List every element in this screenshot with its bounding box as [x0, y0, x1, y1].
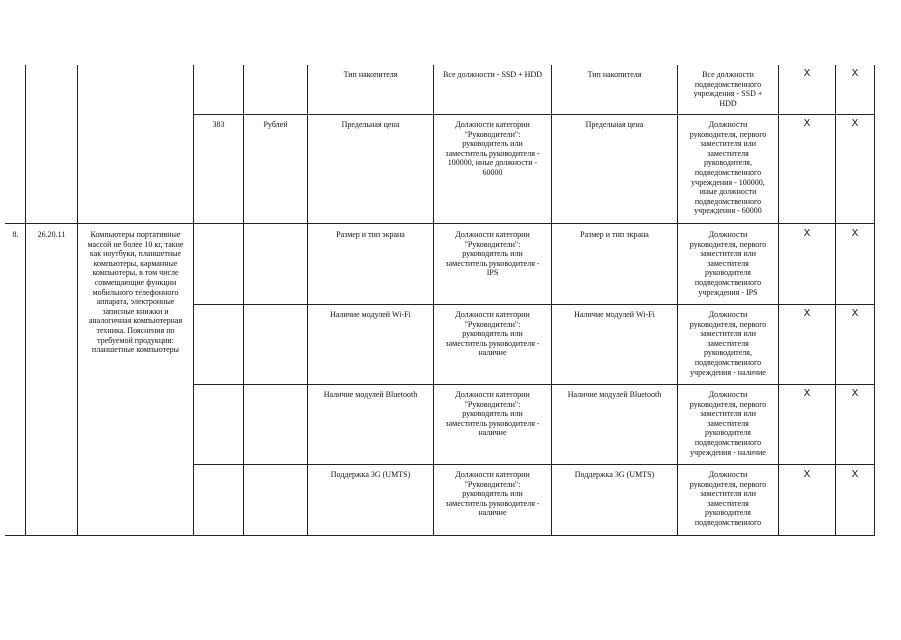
mark-x: X [803, 388, 811, 399]
value-for-body: Должности категории "Руководители": руководитель или заместитель руководителя - наличие [445, 310, 540, 358]
characteristic-name-2: Тип накопителя [587, 70, 642, 79]
column-divider [243, 65, 244, 536]
characteristic-name: Тип накопителя [343, 70, 398, 79]
characteristic-name: Наличие модулей Bluetooth [323, 390, 418, 399]
characteristic-name-2: Наличие модулей Wi-Fi [574, 310, 655, 319]
value-for-body: Все должности - SSD + HDD [442, 70, 542, 79]
characteristic-name: Размер и тип экрана [336, 230, 405, 239]
column-divider [778, 65, 779, 536]
characteristic-name: Наличие модулей Wi-Fi [330, 310, 411, 319]
row-divider [5, 223, 875, 224]
characteristic-name-2: Наличие модулей Bluetooth [567, 390, 662, 399]
column-divider [551, 65, 552, 536]
unit-name: Рублей [263, 120, 288, 129]
value-for-subordinate: Все должности подведомственного учреждения - SSD + HDD [693, 70, 763, 108]
mark-x: X [851, 118, 859, 129]
column-divider [835, 65, 836, 536]
characteristic-name: Предельная цена [341, 120, 400, 129]
mark-x: X [851, 469, 859, 480]
product-name: Компьютеры портативные массой не более 10 кг, такие как ноутбуки, планшетные компьютеры, карманные компьютеры, в том числе совмещающие функции мобильного телефонного аппарата, электронные записные книжки и аналогичная компьютерная техника. Пояснения по требуемой продукции: планшетные компьютеры [87, 230, 184, 355]
value-for-body: Должности категории "Руководители": руководитель или заместитель руководителя - наличие [445, 390, 540, 438]
mark-x: X [803, 228, 811, 239]
item-number: 8. [12, 230, 19, 239]
mark-x: X [851, 388, 859, 399]
row-divider [193, 114, 875, 115]
table-border-bottom [5, 535, 875, 536]
okei-code: 383 [212, 120, 225, 129]
value-for-body: Должности категории "Руководители": руководитель или заместитель руководителя - 100000, иные должности - 60000 [445, 120, 540, 177]
characteristic-name-2: Поддержка 3G (UMTS) [574, 470, 655, 479]
value-for-subordinate: Должности руководителя, первого заместителя или заместителя руководителя подведомственного учреждения - IPS [689, 230, 767, 297]
characteristic-name: Поддержка 3G (UMTS) [330, 470, 411, 479]
row-divider [193, 464, 875, 465]
table-border-left [25, 65, 26, 536]
mark-x: X [851, 68, 859, 79]
value-for-body: Должности категории "Руководители": руководитель или заместитель руководителя - IPS [445, 230, 540, 278]
value-for-subordinate: Должности руководителя, первого заместителя или заместителя руководителя, подведомственного учреждения - наличие [689, 310, 767, 377]
okpd2-code: 26.20.11 [37, 230, 66, 239]
column-divider [193, 65, 194, 536]
value-for-body: Должности категории "Руководители": руководитель или заместитель руководителя - наличие [445, 470, 540, 518]
value-for-subordinate: Должности руководителя, первого заместителя или заместителя руководителя подведомственного учреждения - наличие [689, 390, 767, 457]
characteristic-name-2: Предельная цена [585, 120, 644, 129]
mark-x: X [803, 308, 811, 319]
mark-x: X [851, 228, 859, 239]
value-for-subordinate: Должности руководителя, первого заместителя или заместителя руководителя, подведомственного учреждения - 100000, иные должности подведомственного учреждения - 60000 [689, 120, 767, 216]
mark-x: X [803, 118, 811, 129]
row-divider [193, 384, 875, 385]
characteristic-name-2: Размер и тип экрана [580, 230, 649, 239]
table-border-right [874, 65, 875, 536]
mark-x: X [851, 308, 859, 319]
value-for-subordinate: Должности руководителя, первого заместителя или заместителя руководителя подведомственного [689, 470, 767, 527]
mark-x: X [803, 469, 811, 480]
mark-x: X [803, 68, 811, 79]
column-divider [307, 65, 308, 536]
row-divider [193, 304, 875, 305]
